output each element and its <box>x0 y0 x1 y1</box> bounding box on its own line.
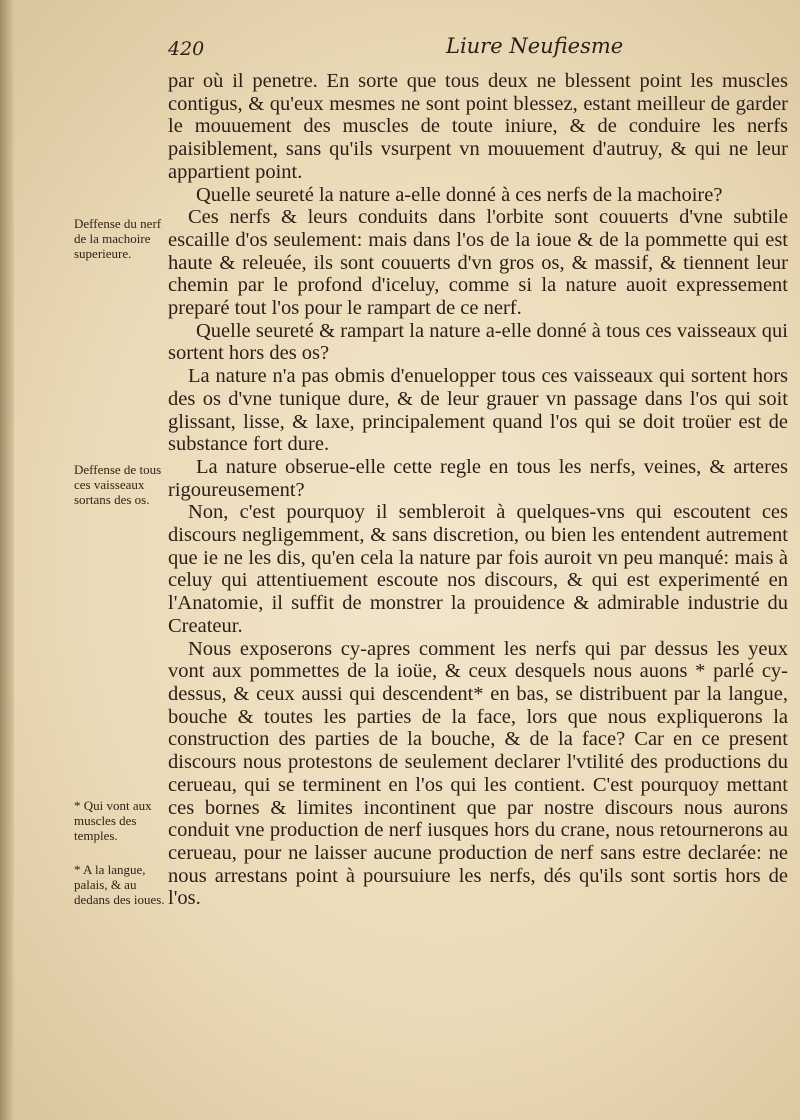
answer-paragraph: Nous exposerons cy-apres comment les nerfs qui par dessus les yeux vont aux pommettes de la ioüe, & ceux desquels nous auons * parlé cy-dessus, & ceux aussi qui descendent* en bas, se distribuent par la langue, bouche & toutes les parties de la face, lors que nous expliquerons la construction des parties de la bouche, & de la face? Car en ce present discours nous protestons de seulement declarer l'vtilité des productions du cerueau, qui se terminent en l'os qui les contient. C'est pourquoy mettant ces bornes & limites incontinent que par nostre discours nous aurons conduit vne production de nerf iusques hors du crane, nous retournerons au cerueau, pour ne laisser aucune production de nerf sans estre declarée: ne nous arrestans point à poursuiure les nerfs, dés qu'ils sont sortis hors de l'os. <box>168 637 788 910</box>
page-header <box>168 30 788 66</box>
paragraph: par où il penetre. En sorte que tous deux ne blessent point les muscles contigus, & qu'eux mesmes ne sont point blessez, estant meilleur de garder le mouuement des muscles de toute iniure, & de conduire les nerfs paisiblement, sans qu'ils vsurpent vn mouuement d'autruy, & qui ne leur appartient point. <box>168 70 788 183</box>
question-paragraph: La nature obserue-elle cette regle en tous les nerfs, veines, & arteres rigoureusement? <box>168 455 788 501</box>
margin-note: Deffense du nerf de la machoire superieure. <box>74 216 162 261</box>
page-number: 420 <box>168 38 205 60</box>
margin-note: * A la langue, palais, & au dedans des ioues. <box>74 862 165 907</box>
page-gutter <box>0 0 14 1120</box>
answer-paragraph: Non, c'est pourquoy il sembleroit à quelques-vns qui escoutent ces discours negligemment, & sans discretion, ou bien les entendent autrement que ie ne les dis, qu'en cela la nature par fois auroit vn peu manqué: mais à celuy qui attentiuement escoute nos discours, & qui est experimenté en l'Anatomie, il suffit de monstrer la prouidence & admirable industrie du Createur. <box>168 501 788 637</box>
margin-note: * Qui vont aux muscles des temples. <box>74 798 152 843</box>
body-text <box>168 70 788 910</box>
answer-paragraph: Ces nerfs & leurs conduits dans l'orbite sont couuerts d'vne subtile escaille d'os seulement: mais dans l'os de la ioue & de la pommette qui est haute & releuée, ils sont couuerts d'vn gros os, & massif, & tiennent leur chemin par le profond d'iceluy, comme si la nature auoit expressement preparé tout l'os pour le rampart de ce nerf. <box>168 206 788 320</box>
margin-note: Deffense de tous ces vaisseaux sortans des os. <box>74 462 162 507</box>
answer-paragraph: La nature n'a pas obmis d'enuelopper tous ces vaisseaux qui sortent hors des os d'vne tunique dure, & de leur grauer vn passage dans l'os qui soit glissant, lisse, & laxe, principalement quand l'os qui se doit troüer est de substance fort dure. <box>168 365 788 456</box>
question-paragraph: Quelle seureté & rampart la nature a-elle donné à tous ces vaisseaux qui sortent hors des os? <box>168 319 788 365</box>
question-paragraph: Quelle seureté la nature a-elle donné à ces nerfs de la machoire? <box>196 183 723 206</box>
running-title: Liure Neufiesme <box>446 34 624 58</box>
